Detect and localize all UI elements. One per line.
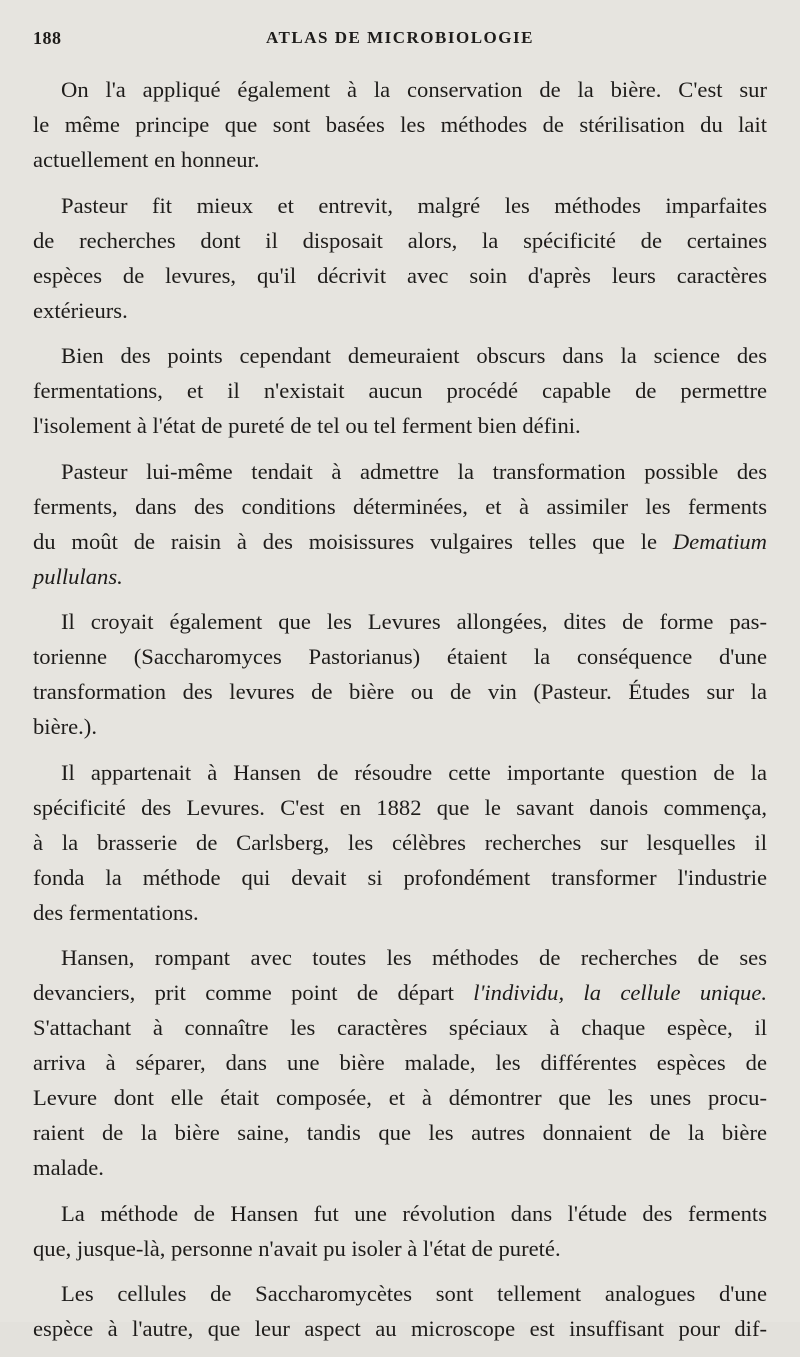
text-line: le même principe que sont basées les méthodes de stérilisation du lait — [33, 112, 767, 137]
paragraph-2 — [33, 188, 767, 328]
paragraph-1 — [33, 72, 767, 177]
paragraph-3 — [33, 338, 767, 443]
paragraph-4 — [33, 454, 767, 594]
text-line: Pasteur lui-même tendait à admettre la transformation possible des — [61, 458, 767, 484]
text-line: transformation des levures de bière ou de vin (Pasteur. Études sur la — [33, 679, 767, 704]
text-line: raient de la bière saine, tandis que les autres donnaient de la bière — [33, 1120, 767, 1145]
text-line: S'attachant à connaître les caractères spéciaux à chaque espèce, il — [33, 1015, 767, 1040]
text-line: espèce à l'autre, que leur aspect au microscope est insuffisant pour dif- — [33, 1316, 767, 1341]
text-line: espèces de levures, qu'il décrivit avec soin d'après leurs caractères — [33, 262, 767, 288]
text-line: spécificité des Levures. C'est en 1882 que le savant danois commença, — [33, 794, 767, 820]
text-line: Il appartenait à Hansen de résoudre cette importante question de la — [61, 759, 767, 785]
text-line-mixed — [33, 975, 767, 1010]
text-segment: du moût de raisin à des moisissures vulgaires telles que le — [33, 528, 658, 554]
text-line: Pasteur fit mieux et entrevit, malgré les méthodes imparfaites — [61, 192, 767, 218]
text-line: que, jusque-là, personne n'avait pu isoler à l'état de pureté. — [33, 1235, 561, 1261]
text-line — [33, 559, 767, 594]
text-line: actuellement en honneur. — [33, 147, 260, 172]
paragraph-9 — [33, 1276, 767, 1346]
text-line: à la brasserie de Carlsberg, les célèbres recherches sur lesquelles il — [33, 829, 767, 855]
body-text — [33, 72, 767, 1357]
text-line-mixed — [33, 524, 767, 559]
text-line: malade. — [33, 1155, 104, 1180]
text-line: arriva à séparer, dans une bière malade, les différentes espèces de — [33, 1050, 767, 1075]
text-line: Bien des points cependant demeuraient obscurs dans la science des — [61, 343, 767, 368]
page-number: 188 — [33, 28, 62, 48]
text-line: bière.). — [33, 714, 97, 739]
text-line: Levure dont elle était composée, et à démontrer que les unes procu- — [33, 1085, 767, 1110]
text-line: On l'a appliqué également à la conservation de la bière. C'est sur — [61, 77, 767, 102]
text-line: fermentations, et il n'existait aucun procédé capable de permettre — [33, 378, 767, 403]
page-header — [33, 28, 767, 54]
paragraph-6 — [33, 755, 767, 930]
running-title: ATLAS DE MICROBIOLOGIE — [266, 28, 534, 47]
text-line: fonda la méthode qui devait si profondément transformer l'industrie — [33, 864, 767, 890]
paragraph-8 — [33, 1196, 767, 1266]
text-line: des fermentations. — [33, 899, 199, 925]
text-segment: devanciers, prit comme point de départ — [33, 980, 454, 1005]
italic-species-name: Dematium — [672, 528, 767, 554]
text-line: l'isolement à l'état de pureté de tel ou tel ferment bien défini. — [33, 413, 581, 438]
italic-species-name: pullulans. — [33, 563, 123, 589]
text-line: Les cellules de Saccharomycètes sont tellement analogues d'une — [61, 1281, 767, 1306]
text-line: de recherches dont il disposait alors, la spécificité de certaines — [33, 227, 767, 253]
text-line: Hansen, rompant avec toutes les méthodes de recherches de ses — [61, 945, 767, 970]
paragraph-5 — [33, 604, 767, 744]
text-line: torienne (Saccharomyces Pastorianus) étaient la conséquence d'une — [33, 644, 767, 669]
text-line: extérieurs. — [33, 297, 128, 323]
text-line: La méthode de Hansen fut une révolution dans l'étude des ferments — [61, 1200, 767, 1226]
paragraph-7 — [33, 940, 767, 1185]
text-line: ferments, dans des conditions déterminées, et à assimiler les ferments — [33, 493, 767, 519]
text-line: Il croyait également que les Levures allongées, dites de forme pas- — [61, 609, 767, 634]
italic-emphasis: l'individu, la cellule unique. — [473, 980, 767, 1005]
